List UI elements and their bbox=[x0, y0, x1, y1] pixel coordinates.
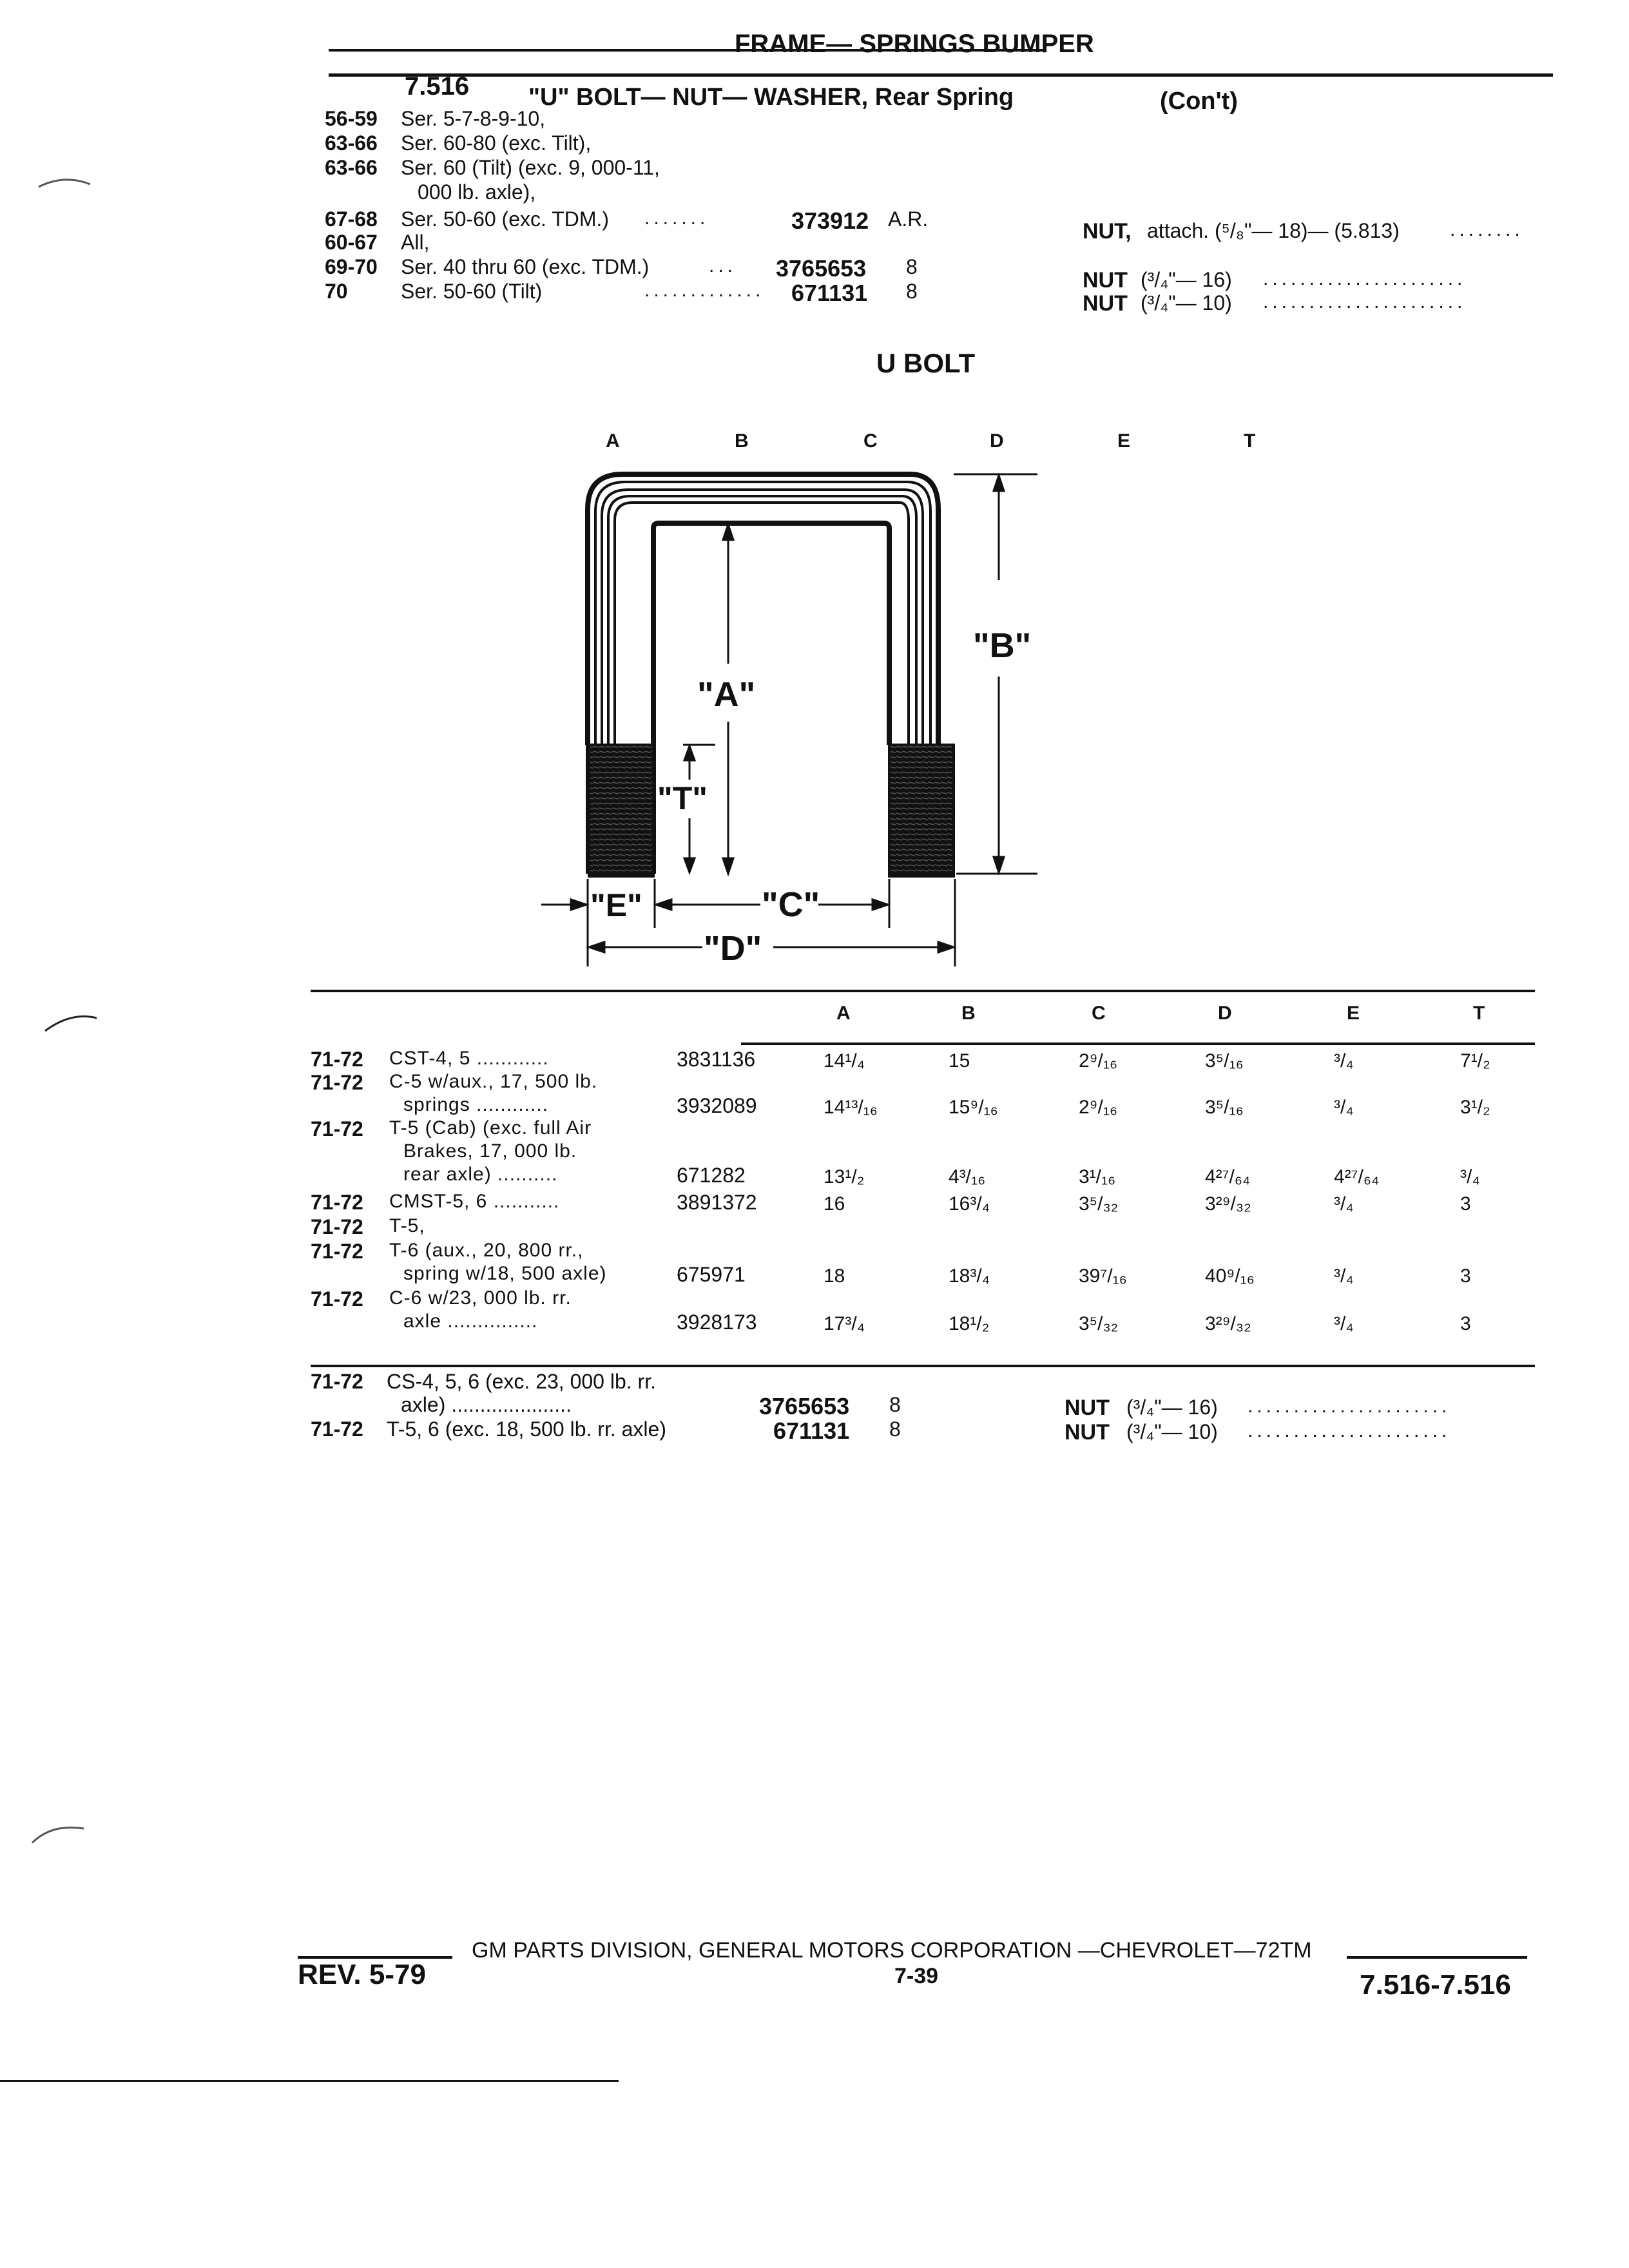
table-bottom-rule bbox=[311, 1365, 1535, 1367]
top-list-year: 63-66 bbox=[325, 156, 378, 179]
table-row-desc: axle ............... bbox=[403, 1311, 538, 1332]
diagram-col-letter: B bbox=[735, 430, 749, 452]
table-cell: ³/₄ bbox=[1334, 1265, 1354, 1287]
label-a: "A" bbox=[697, 675, 756, 714]
top-list-year: 63-66 bbox=[325, 131, 378, 155]
bottom-page-rule bbox=[0, 2080, 619, 2082]
table-row-part: 671282 bbox=[677, 1164, 746, 1187]
bottom-list-year: 71-72 bbox=[311, 1370, 363, 1393]
table-cell: 3⁵/₃₂ bbox=[1079, 1313, 1119, 1334]
label-c: "C" bbox=[762, 885, 820, 924]
label-b: "B" bbox=[973, 626, 1032, 665]
section-cont: (Con't) bbox=[1160, 88, 1238, 115]
table-cell: 3²⁹/₃₂ bbox=[1205, 1193, 1251, 1215]
nut-label: NUT bbox=[1065, 1420, 1110, 1445]
table-col-header: D bbox=[1218, 1003, 1232, 1024]
nut-dots: ...................... bbox=[1248, 1396, 1451, 1417]
bottom-list-desc: T-5, 6 (exc. 18, 500 lb. rr. axle) bbox=[387, 1418, 666, 1441]
nut-desc: (³/₄"— 10) bbox=[1126, 1420, 1218, 1443]
table-cell: 3¹/₁₆ bbox=[1079, 1166, 1116, 1187]
table-row-desc: T-5, bbox=[389, 1215, 425, 1236]
table-cell: 3¹/₂ bbox=[1460, 1097, 1490, 1118]
table-col-header: A bbox=[836, 1003, 851, 1024]
nut-dots: ........ bbox=[1450, 219, 1524, 240]
table-header-rule bbox=[741, 1043, 1535, 1045]
table-cell: 3⁵/₃₂ bbox=[1079, 1193, 1119, 1215]
footer-rule-right bbox=[1347, 1956, 1527, 1959]
footer-rev: REV. 5-79 bbox=[298, 1959, 426, 1990]
top-list-year: 70 bbox=[325, 280, 348, 303]
top-list-qty: A.R. bbox=[888, 207, 929, 231]
nut-label: NUT bbox=[1083, 268, 1128, 293]
top-list-dots: ... bbox=[709, 255, 737, 276]
table-row-desc: C-6 w/23, 000 lb. rr. bbox=[389, 1287, 572, 1309]
table-cell: 4³/₁₆ bbox=[949, 1166, 986, 1187]
bottom-list-desc: CS-4, 5, 6 (exc. 23, 000 lb. rr. bbox=[387, 1370, 656, 1393]
table-cell: 3⁵/₁₆ bbox=[1205, 1050, 1244, 1072]
table-col-header: B bbox=[961, 1003, 976, 1024]
table-cell: 3 bbox=[1460, 1193, 1471, 1215]
bottom-list-qty: 8 bbox=[889, 1393, 901, 1416]
nut-dots: ...................... bbox=[1263, 268, 1467, 289]
u-bolt-diagram bbox=[528, 451, 1057, 979]
top-list-desc: Ser. 60-80 (exc. Tilt), bbox=[401, 131, 592, 155]
diagram-col-letter: E bbox=[1117, 430, 1131, 452]
bottom-list-qty: 8 bbox=[889, 1418, 901, 1441]
table-cell: 4²⁷/₆₄ bbox=[1205, 1166, 1251, 1187]
table-cell: 18¹/₂ bbox=[949, 1313, 990, 1334]
nut-label: NUT, bbox=[1083, 219, 1132, 244]
nut-desc: (³/₄"— 10) bbox=[1141, 291, 1232, 314]
top-list-dots: ....... bbox=[644, 207, 709, 229]
top-list-desc: 000 lb. axle), bbox=[418, 180, 536, 204]
top-list-dots: ............. bbox=[644, 280, 765, 301]
header-rule bbox=[329, 73, 1553, 77]
table-col-header: C bbox=[1092, 1003, 1106, 1024]
table-row-desc: spring w/18, 500 axle) bbox=[403, 1263, 607, 1284]
right-thread bbox=[889, 745, 954, 874]
table-cell: 3⁵/₁₆ bbox=[1205, 1097, 1244, 1118]
top-list-year: 69-70 bbox=[325, 255, 378, 278]
table-row-year: 71-72 bbox=[311, 1287, 363, 1311]
diagram-col-letter: C bbox=[863, 430, 878, 452]
table-cell: 2⁹/₁₆ bbox=[1079, 1050, 1118, 1072]
table-row-year: 71-72 bbox=[311, 1117, 363, 1140]
footer-range: 7.516-7.516 bbox=[1360, 1969, 1511, 2001]
table-row-desc: CST-4, 5 ............ bbox=[389, 1048, 549, 1069]
table-row-year: 71-72 bbox=[311, 1215, 363, 1238]
top-list-qty: 8 bbox=[906, 255, 918, 278]
table-cell: 3 bbox=[1460, 1313, 1471, 1334]
table-col-header: E bbox=[1347, 1003, 1360, 1024]
table-row-desc: rear axle) .......... bbox=[403, 1164, 558, 1185]
table-cell: 16³/₄ bbox=[949, 1193, 990, 1215]
table-row-year: 71-72 bbox=[311, 1191, 363, 1214]
dimension-b bbox=[954, 474, 1037, 874]
table-row-desc: T-6 (aux., 20, 800 rr., bbox=[389, 1240, 584, 1261]
top-list-desc: Ser. 50-60 (Tilt) bbox=[401, 280, 543, 303]
table-cell: 18³/₄ bbox=[949, 1265, 990, 1287]
footer-page-number: 7-39 bbox=[894, 1964, 939, 1988]
table-cell: 2⁹/₁₆ bbox=[1079, 1097, 1118, 1118]
nut-desc: (³/₄"— 16) bbox=[1126, 1396, 1218, 1419]
table-cell: 14¹/₄ bbox=[824, 1050, 865, 1072]
section-title: "U" BOLT— NUT— WASHER, Rear Spring bbox=[528, 84, 1014, 111]
page-header-title: FRAME— SPRINGS BUMPER bbox=[735, 30, 1094, 58]
table-cell: 40⁹/₁₆ bbox=[1205, 1265, 1255, 1287]
bottom-list-part: 671131 bbox=[773, 1418, 850, 1444]
table-row-year: 71-72 bbox=[311, 1071, 363, 1094]
top-list-desc: Ser. 40 thru 60 (exc. TDM.) bbox=[401, 255, 650, 278]
nut-label: NUT bbox=[1083, 291, 1128, 316]
diagram-col-letter: A bbox=[606, 430, 620, 452]
table-row-part: 3891372 bbox=[677, 1191, 757, 1214]
table-cell: 7¹/₂ bbox=[1460, 1050, 1490, 1072]
top-list-year: 67-68 bbox=[325, 207, 378, 231]
table-row-part: 3831136 bbox=[677, 1048, 756, 1071]
table-top-rule bbox=[311, 990, 1535, 992]
table-row-desc: T-5 (Cab) (exc. full Air bbox=[389, 1117, 592, 1139]
top-list-desc: Ser. 60 (Tilt) (exc. 9, 000-11, bbox=[401, 156, 660, 179]
diagram-col-letter: D bbox=[990, 430, 1004, 452]
nut-dots: ...................... bbox=[1248, 1420, 1451, 1441]
footer-corp: GM PARTS DIVISION, GENERAL MOTORS CORPORATION —CHEVROLET—72TM bbox=[472, 1938, 1312, 1963]
top-list-year: 56-59 bbox=[325, 107, 378, 130]
nut-desc: (³/₄"— 16) bbox=[1141, 268, 1232, 291]
bottom-list-year: 71-72 bbox=[311, 1418, 363, 1441]
diagram-title: U BOLT bbox=[876, 348, 976, 378]
table-cell: 17³/₄ bbox=[824, 1313, 865, 1334]
table-row-year: 71-72 bbox=[311, 1048, 363, 1071]
table-cell: 39⁷/₁₆ bbox=[1079, 1265, 1127, 1287]
table-cell: ³/₄ bbox=[1334, 1097, 1354, 1118]
bottom-list-part: 3765653 bbox=[759, 1393, 850, 1419]
table-cell: ³/₄ bbox=[1334, 1313, 1354, 1334]
table-cell: ³/₄ bbox=[1460, 1166, 1480, 1187]
nut-desc: attach. (⁵/₈"— 18)— (5.813) bbox=[1147, 219, 1400, 242]
table-cell: 13¹/₂ bbox=[824, 1166, 865, 1187]
table-row-desc: Brakes, 17, 000 lb. bbox=[403, 1140, 577, 1162]
table-row-part: 3932089 bbox=[677, 1094, 757, 1117]
top-list-part: 3765653 bbox=[776, 255, 867, 282]
top-list-qty: 8 bbox=[906, 280, 918, 303]
table-row-part: 3928173 bbox=[677, 1311, 757, 1334]
top-list-desc: Ser. 50-60 (exc. TDM.) bbox=[401, 207, 610, 231]
top-list-part: 373912 bbox=[791, 207, 869, 234]
table-cell: 3 bbox=[1460, 1265, 1471, 1287]
bottom-list-desc: axle) ..................... bbox=[401, 1393, 572, 1416]
label-d: "D" bbox=[704, 929, 762, 968]
label-e: "E" bbox=[590, 887, 642, 923]
table-cell: 4²⁷/₆₄ bbox=[1334, 1166, 1380, 1187]
table-cell: 16 bbox=[824, 1193, 845, 1215]
scan-marks bbox=[0, 0, 129, 1933]
left-thread bbox=[589, 745, 653, 874]
table-row-part: 675971 bbox=[677, 1263, 746, 1286]
table-row-desc: C-5 w/aux., 17, 500 lb. bbox=[389, 1071, 598, 1092]
table-cell: 15 bbox=[949, 1050, 970, 1072]
table-cell: ³/₄ bbox=[1334, 1050, 1354, 1072]
table-cell: 18 bbox=[824, 1265, 845, 1287]
table-col-header: T bbox=[1473, 1003, 1485, 1024]
table-cell: 14¹³/₁₆ bbox=[824, 1097, 878, 1118]
top-list-desc: All, bbox=[401, 231, 430, 254]
nut-dots: ...................... bbox=[1263, 291, 1467, 312]
label-t: "T" bbox=[657, 780, 708, 816]
table-row-desc: CMST-5, 6 ........... bbox=[389, 1191, 560, 1212]
table-row-desc: springs ............ bbox=[403, 1094, 549, 1115]
top-list-part: 671131 bbox=[791, 280, 868, 306]
table-row-year: 71-72 bbox=[311, 1240, 363, 1263]
nut-label: NUT bbox=[1065, 1396, 1110, 1420]
table-cell: ³/₄ bbox=[1334, 1193, 1354, 1215]
top-list-year: 60-67 bbox=[325, 231, 378, 254]
section-number: 7.516 bbox=[405, 72, 470, 101]
table-cell: 3²⁹/₃₂ bbox=[1205, 1313, 1251, 1334]
top-list-desc: Ser. 5-7-8-9-10, bbox=[401, 107, 546, 130]
table-cell: 15⁹/₁₆ bbox=[949, 1097, 998, 1118]
diagram-col-letter: T bbox=[1244, 430, 1256, 452]
